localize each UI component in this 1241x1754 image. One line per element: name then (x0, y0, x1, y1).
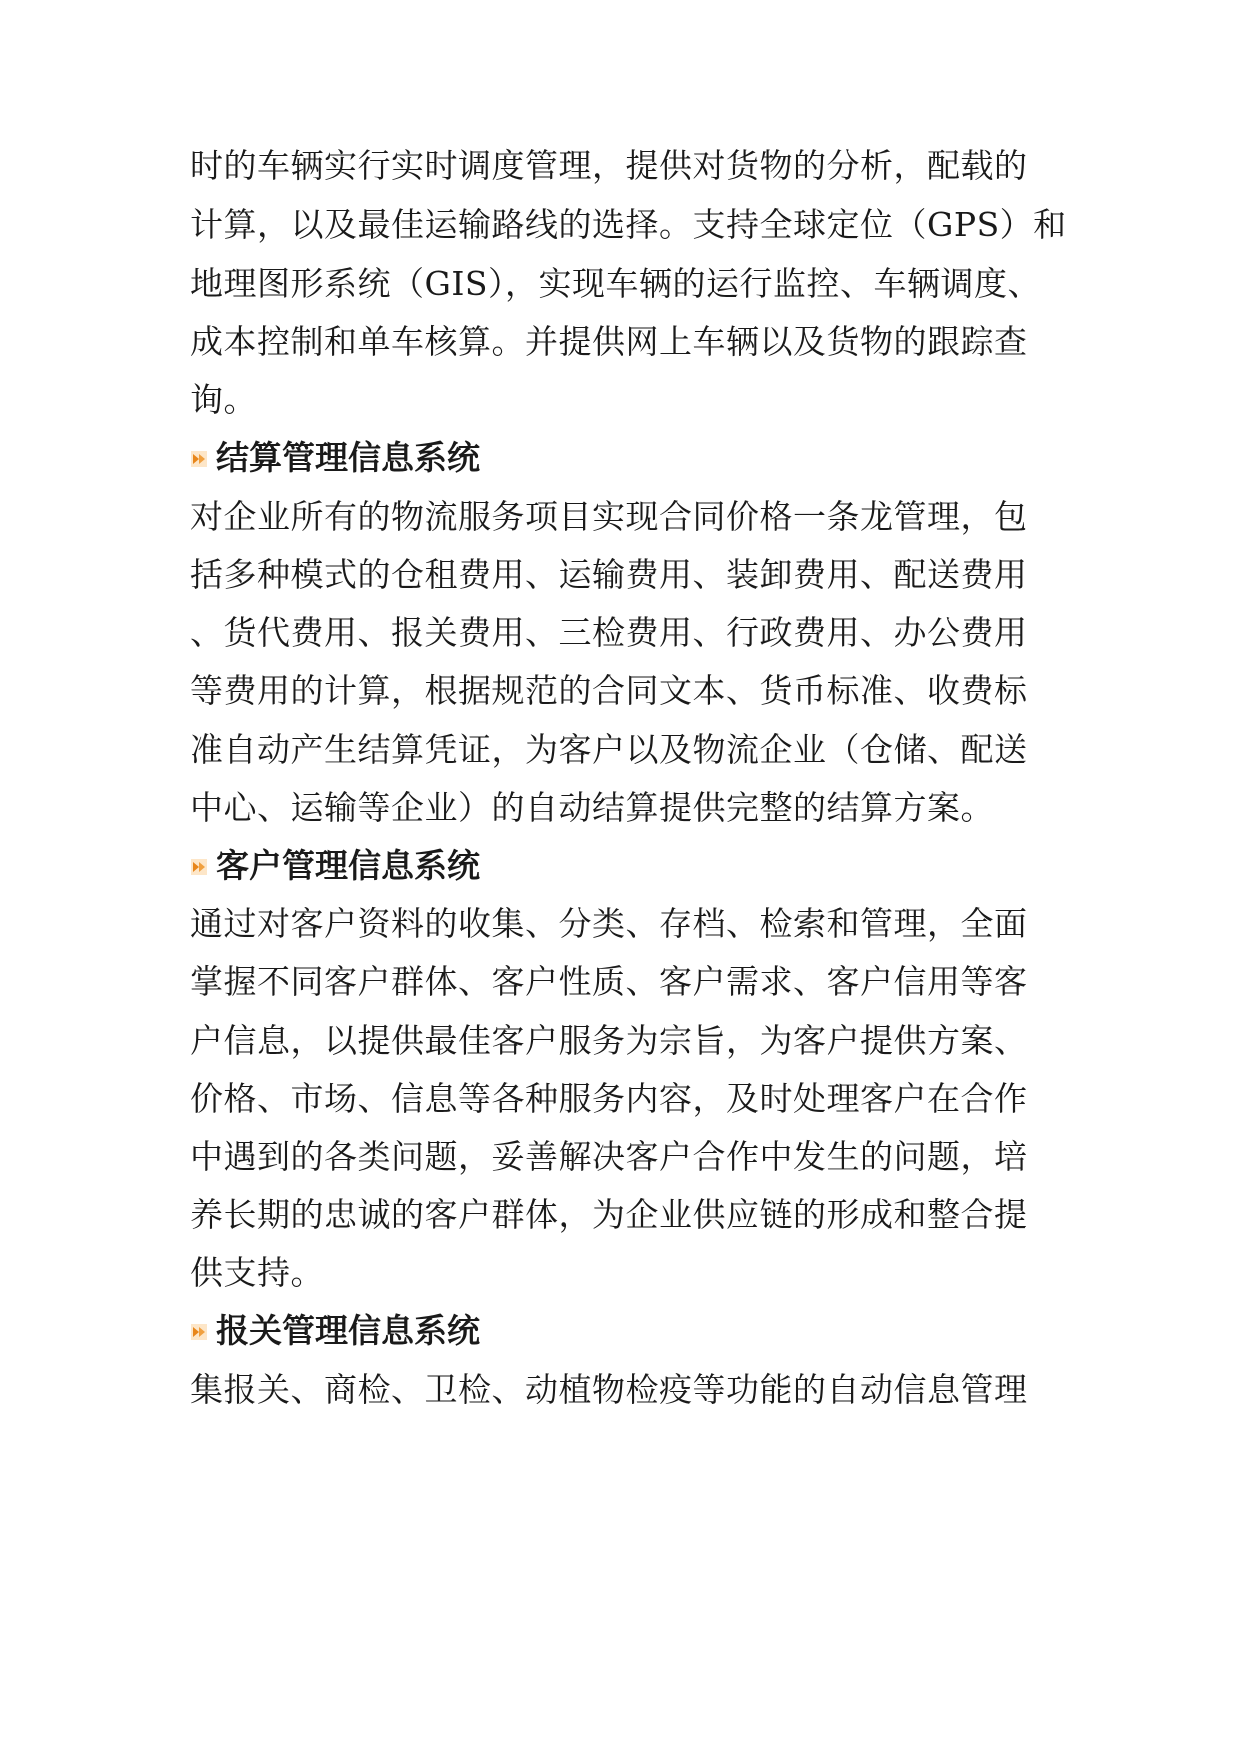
section-heading-customer (190, 846, 480, 886)
section1-line-4: 等费用的计算，根据规范的合同文本、货币标准、收费标 (190, 671, 1028, 710)
intro-line-1: 时的车辆实行实时调度管理，提供对货物的分析，配载的 (190, 146, 1028, 185)
section1-line-1: 对企业所有的物流服务项目实现合同价格一条龙管理，包 (190, 497, 1028, 536)
section3-line-1: 集报关、商检、卫检、动植物检疫等功能的自动信息管理 (190, 1370, 1028, 1409)
section1-line-2: 括多种模式的仓租费用、运输费用、装卸费用、配送费用 (190, 555, 1028, 594)
section2-line-4: 价格、市场、信息等各种服务内容，及时处理客户在合作 (190, 1079, 1028, 1118)
orange-arrow-bullet-icon (190, 450, 208, 468)
section2-line-5: 中遇到的各类问题，妥善解决客户合作中发生的问题，培 (190, 1137, 1028, 1176)
orange-arrow-bullet-icon (190, 858, 208, 876)
section2-line-7: 供支持。 (190, 1253, 324, 1292)
orange-arrow-bullet-icon (190, 1323, 208, 1341)
section1-line-6: 中心、运输等企业）的自动结算提供完整的结算方案。 (190, 788, 994, 827)
section-heading-customs (190, 1311, 480, 1351)
section-heading-text: 结算管理信息系统 (216, 438, 480, 477)
intro-line-3: 地理图形系统（GIS），实现车辆的运行监控、车辆调度、 (190, 264, 1042, 303)
section1-line-3: 、货代费用、报关费用、三检费用、行政费用、办公费用 (190, 613, 1028, 652)
section1-line-5: 准自动产生结算凭证，为客户以及物流企业（仓储、配送 (190, 730, 1028, 769)
section2-line-1: 通过对客户资料的收集、分类、存档、检索和管理，全面 (190, 904, 1028, 943)
section2-line-3: 户信息，以提供最佳客户服务为宗旨，为客户提供方案、 (190, 1021, 1028, 1060)
section-heading-settlement (190, 438, 480, 478)
section-heading-text: 报关管理信息系统 (216, 1311, 480, 1350)
intro-line-5: 询。 (190, 380, 257, 419)
section2-line-2: 掌握不同客户群体、客户性质、客户需求、客户信用等客 (190, 962, 1028, 1001)
intro-line-2: 计算，以及最佳运输路线的选择。支持全球定位（GPS）和 (190, 205, 1067, 244)
section-heading-text: 客户管理信息系统 (216, 846, 480, 885)
section2-line-6: 养长期的忠诚的客户群体，为企业供应链的形成和整合提 (190, 1195, 1028, 1234)
intro-line-4: 成本控制和单车核算。并提供网上车辆以及货物的跟踪查 (190, 322, 1028, 361)
